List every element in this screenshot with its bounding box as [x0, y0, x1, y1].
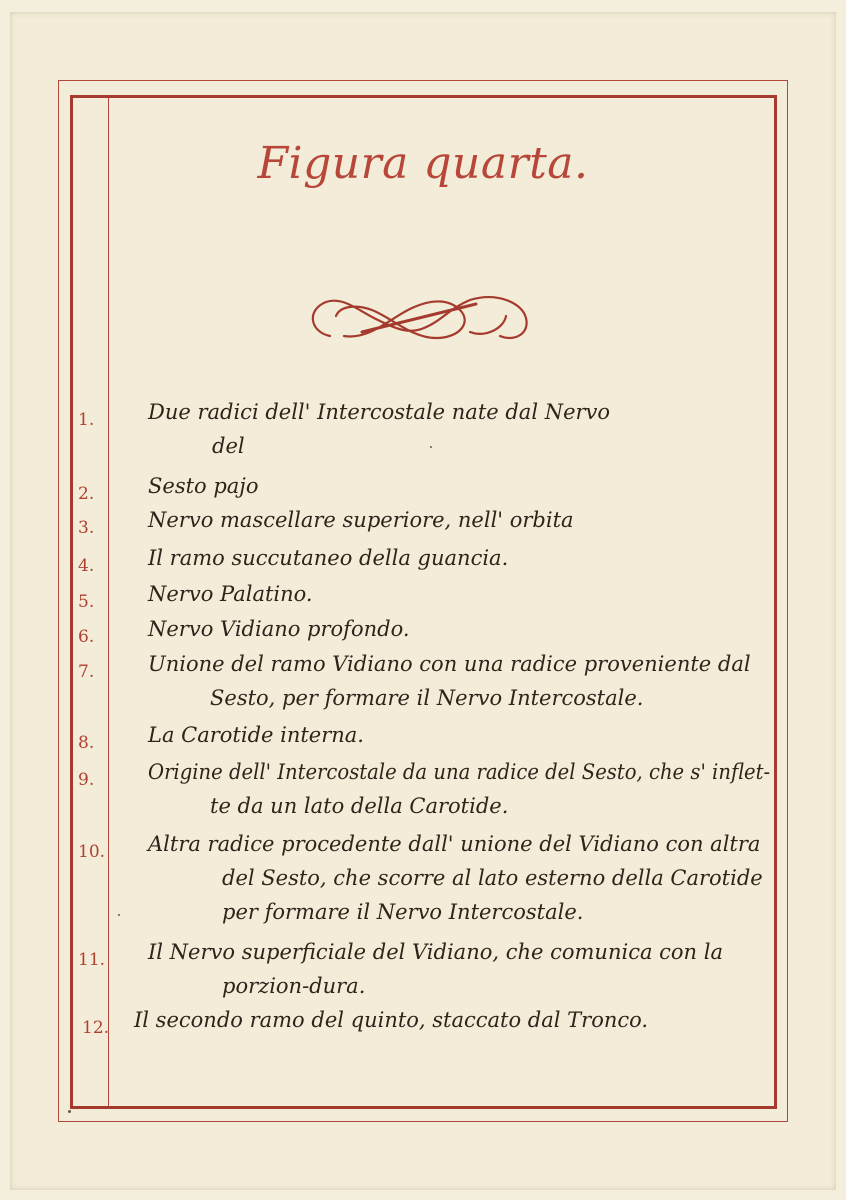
entry-text-line: Nervo mascellare superiore, nell' orbita — [148, 508, 574, 532]
entry-text-line: Altra radice procedente dall' unione del Vidiano con altra — [148, 832, 761, 856]
ink-speck — [68, 1110, 71, 1113]
entry-number: 3. — [78, 518, 95, 538]
entry-text-line: Due radici dell' Intercostale nate dal Nervo — [148, 400, 611, 424]
entry-number: 6. — [78, 627, 95, 647]
entry-number: 4. — [78, 556, 95, 576]
entry-text-line: te da un lato della Carotide. — [210, 794, 509, 818]
entry-text-line: del Sesto, che scorre al lato esterno della Carotide — [222, 866, 763, 890]
entry-text-line: Unione del ramo Vidiano con una radice proveniente dal — [148, 652, 751, 676]
entry-text-line: Il secondo ramo del quinto, staccato dal Tronco. — [134, 1008, 649, 1032]
entry-number: 11. — [78, 950, 106, 970]
entry-text-line: del — [212, 434, 245, 458]
entry-text-line: Sesto pajo — [148, 474, 259, 498]
entry-text-line: Il ramo succutaneo della guancia. — [148, 546, 509, 570]
ink-speck — [430, 446, 432, 448]
page-title: Figura quarta. — [257, 138, 589, 189]
ink-speck — [118, 914, 120, 916]
entry-text-line: porzion-dura. — [222, 974, 366, 998]
entry-text-line: Sesto, per formare il Nervo Intercostale. — [210, 686, 644, 710]
entry-number: 2. — [78, 484, 95, 504]
entry-text-line: Il Nervo superficiale del Vidiano, che comunica con la — [148, 940, 723, 964]
entry-number: 7. — [78, 662, 95, 682]
entry-number: 10. — [78, 842, 106, 862]
margin-rule — [108, 98, 109, 1106]
entry-number: 8. — [78, 733, 95, 753]
entry-number: 5. — [78, 592, 95, 612]
entry-text-line: Nervo Palatino. — [148, 582, 313, 606]
flourish-ornament — [300, 288, 534, 350]
entry-text-line: La Carotide interna. — [148, 723, 364, 747]
entry-number: 12. — [82, 1018, 110, 1038]
entry-text-line: Origine dell' Intercostale da una radice del Sesto, che s' inflet- — [148, 760, 771, 784]
entry-number: 9. — [78, 770, 95, 790]
entry-text-line: per formare il Nervo Intercostale. — [222, 900, 584, 924]
entry-text-line: Nervo Vidiano profondo. — [148, 617, 410, 641]
entry-number: 1. — [78, 410, 95, 430]
